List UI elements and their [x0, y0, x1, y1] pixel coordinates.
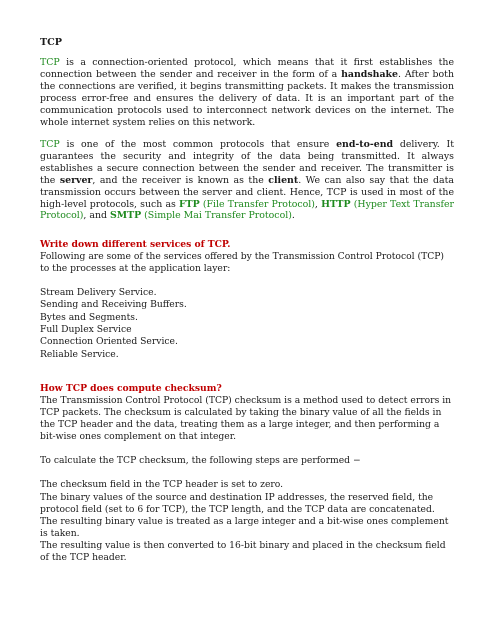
term-http: HTTP	[321, 198, 351, 210]
list-item: Full Duplex Service	[40, 324, 132, 336]
services-heading: Write down different services of TCP.	[40, 239, 231, 250]
services-intro: Following are some of the services offered by the Transmission Control Protocol (TCP) to the processes at the application layer:	[40, 251, 445, 275]
text: is one of the most common protocols that ensure	[59, 139, 337, 150]
ftp-expansion: (File Transfer Protocol)	[199, 198, 315, 210]
term-smtp: SMTP	[109, 210, 142, 222]
list-item: Reliable Service.	[40, 348, 119, 360]
text: , and the receiver is known as the	[92, 174, 269, 186]
text: , and	[83, 210, 110, 222]
term-ftp: FTP	[179, 198, 200, 210]
text: . We can also say that the data transmission occurs between the server and client. Hence, TCP is used in most of the high-level protocols, such as	[40, 174, 454, 210]
services-list	[40, 287, 454, 361]
term-tcp: TCP	[40, 57, 60, 68]
http-expansion: (Hyper Text Transfer Protocol)	[40, 198, 455, 222]
title-block	[40, 37, 454, 48]
text: delivery. It guarantees the security and integrity of the data being transmitted. It always establishes a secure connection between the sender and receiver. The transmitter is the	[40, 139, 454, 186]
smtp-expansion: (Simple Mai Transfer Protocol)	[141, 210, 292, 222]
services-section	[40, 239, 454, 361]
checksum-steps	[40, 479, 454, 564]
text: is a connection-oriented protocol, which means that it first establishes the connection between the sender and receiver in the form of a	[40, 57, 454, 80]
list-item: Bytes and Segments.	[40, 311, 138, 323]
text: ,	[314, 198, 322, 210]
term-end-to-end: end-to-end	[336, 139, 394, 150]
text: . After both the connections are verified, it begins transmitting packets. It makes the transmission process error-free and ensures the delivery of data. It is an important part of the communication protocols used to interconnect network devices on the internet. The whole internet system relies on this network.	[40, 68, 454, 128]
text: .	[291, 210, 295, 222]
checksum-intro: The Transmission Control Protocol (TCP) checksum is a method used to detect errors in TCP packets. The checksum is calculated by taking the binary value of all the fields in the TCP header and the data, treating them as a large integer, and then performing a bit-wise ones complement on that integer.	[40, 395, 452, 443]
list-item: The binary values of the source and destination IP addresses, the reserved field, the protocol field (set to 6 for TCP), the TCP length, and the TCP data are concatenated.	[40, 491, 435, 515]
list-item: Sending and Receiving Buffers.	[40, 299, 187, 311]
term-client: client	[268, 174, 299, 186]
checksum-section	[40, 383, 454, 564]
term-handshake: handshake	[341, 68, 398, 80]
list-item: The resulting binary value is treated as a large integer and a bit-wise ones complement is taken.	[40, 515, 449, 539]
checksum-steps-intro: To calculate the TCP checksum, the following steps are performed −	[40, 455, 361, 467]
protocols-paragraph	[40, 139, 454, 222]
list-item: The resulting value is then converted to 16-bit binary and placed in the checksum field of the TCP header.	[40, 539, 446, 564]
list-item: Connection Oriented Service.	[40, 336, 178, 348]
term-server: server	[59, 174, 93, 186]
page-title: TCP	[40, 37, 62, 48]
checksum-heading: How TCP does compute checksum?	[40, 383, 222, 394]
term-tcp: TCP	[40, 139, 60, 150]
intro-paragraph	[40, 57, 454, 128]
list-item: Stream Delivery Service.	[40, 287, 157, 299]
list-item: The checksum field in the TCP header is set to zero.	[40, 479, 284, 491]
